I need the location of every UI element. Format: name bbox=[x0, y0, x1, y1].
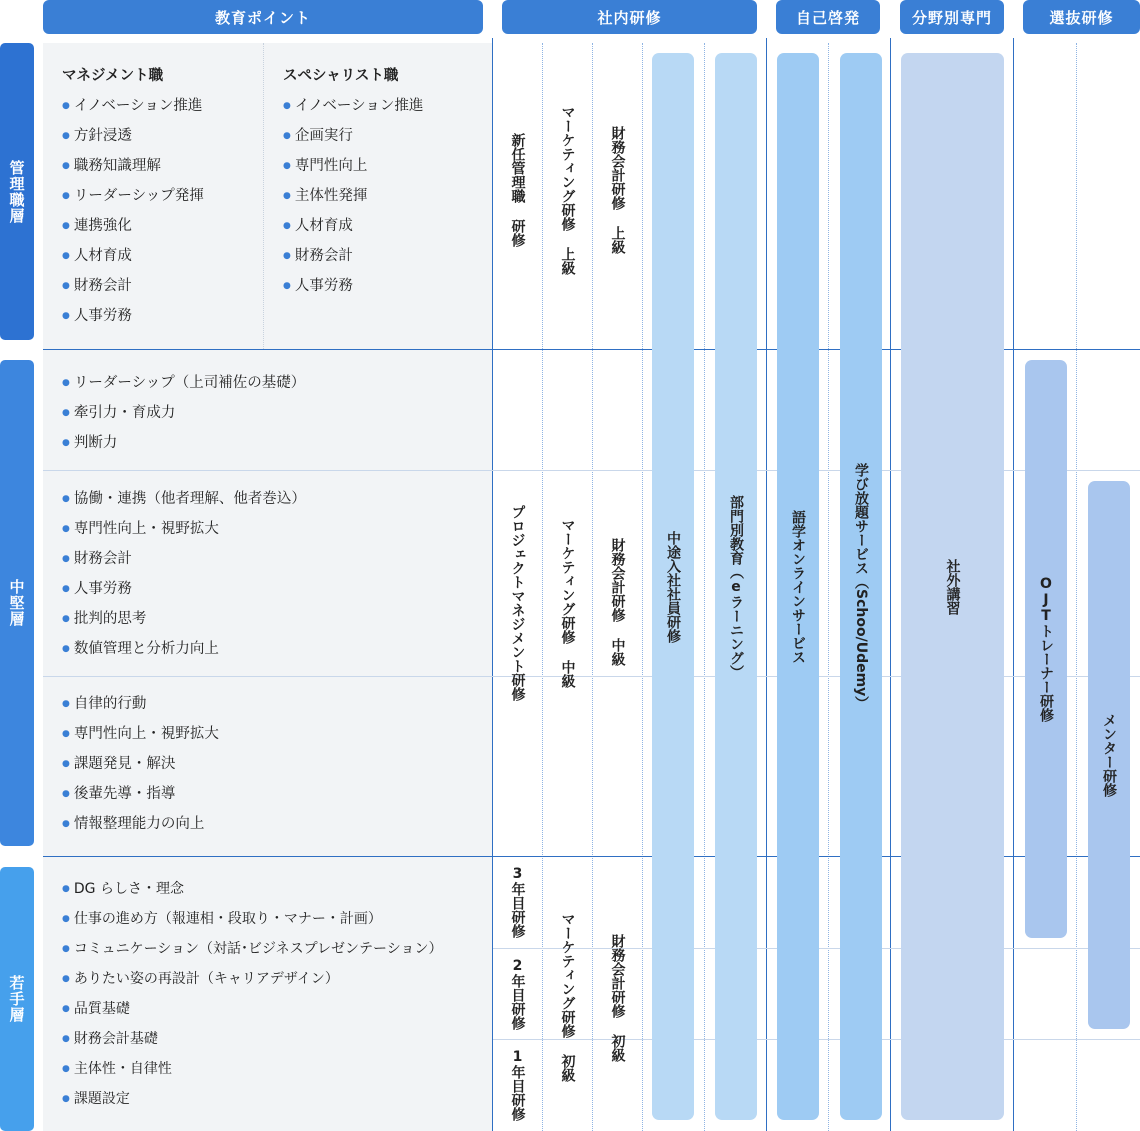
grid-dotted bbox=[263, 43, 264, 349]
level-young-tab bbox=[0, 867, 34, 1131]
program-new-manager: 新任管理職 研修 bbox=[509, 133, 526, 247]
program-bar-mentor: メンター研修 bbox=[1088, 481, 1130, 1029]
list-item: ● 後輩先導・指導 bbox=[62, 779, 219, 809]
program-bar-midcareer: 中途入社社員研修 bbox=[652, 53, 694, 1120]
list-item: ● 人材育成 bbox=[283, 211, 423, 241]
program-bar-learning-service: 学び放題サービス（Schoo/Udemy） bbox=[840, 53, 882, 1120]
list-item: ● 人材育成 bbox=[62, 241, 204, 271]
list-item: ● 方針浸透 bbox=[62, 121, 204, 151]
list-item: ● リーダーシップ発揮 bbox=[62, 181, 204, 211]
list-item: ● 財務会計 bbox=[283, 241, 423, 271]
program-year2: 2年目研修 bbox=[509, 958, 526, 1030]
level-management-label: 管理職層 bbox=[7, 159, 26, 224]
manager-title: マネジメント職 bbox=[62, 68, 164, 84]
list-item: ● 専門性向上・視野拡大 bbox=[62, 514, 306, 544]
program-finance-middle: 財務会計研修 中級 bbox=[609, 538, 626, 666]
list-item: ● 協働・連携（他者理解、他者巻込） bbox=[62, 484, 306, 514]
program-year1: 1年目研修 bbox=[509, 1049, 526, 1121]
grid-dotted bbox=[704, 43, 705, 1131]
level-young-label: 若手層 bbox=[7, 975, 26, 1023]
grid-dotted bbox=[828, 43, 829, 1131]
program-bar-elearning: 部門別教育（eラーニング） bbox=[715, 53, 757, 1120]
list-item: ● 課題設定 bbox=[62, 1084, 442, 1114]
list-item: ● 牽引力・育成力 bbox=[62, 398, 305, 428]
grid-line bbox=[1013, 38, 1014, 1131]
header-edu-points: 教育ポイント bbox=[43, 0, 483, 34]
young-points-list bbox=[62, 874, 442, 1114]
level-management-tab bbox=[0, 43, 34, 340]
list-item: ● ありたい姿の再設計（キャリアデザイン） bbox=[62, 964, 442, 994]
list-item: ● 情報整理能力の向上 bbox=[62, 809, 219, 839]
list-item: ● 品質基礎 bbox=[62, 994, 442, 1024]
list-item: ● イノベーション推進 bbox=[283, 91, 423, 121]
grid-line bbox=[766, 38, 767, 1131]
list-item: ● 専門性向上・視野拡大 bbox=[62, 719, 219, 749]
list-item: ● 財務会計 bbox=[62, 544, 306, 574]
list-item: ● 専門性向上 bbox=[283, 151, 423, 181]
program-marketing-middle: マーケティング研修 中級 bbox=[559, 518, 576, 688]
program-marketing-basic: マーケティング研修 初級 bbox=[559, 912, 576, 1082]
level-middle-label: 中堅層 bbox=[7, 579, 26, 627]
list-item: ● 財務会計 bbox=[62, 271, 204, 301]
list-item: ● リーダーシップ（上司補佐の基礎） bbox=[62, 368, 305, 398]
specialist-points-list bbox=[283, 61, 423, 301]
list-item: ● DG らしさ・理念 bbox=[62, 874, 442, 904]
list-item: ● 主体性発揮 bbox=[283, 181, 423, 211]
header-selective-training: 選抜研修 bbox=[1023, 0, 1140, 34]
list-item: ● 判断力 bbox=[62, 428, 305, 458]
list-item: ● イノベーション推進 bbox=[62, 91, 204, 121]
program-bar-external: 社外講習 bbox=[901, 53, 1004, 1120]
list-item: ● 課題発見・解決 bbox=[62, 749, 219, 779]
grid-dotted bbox=[642, 43, 643, 1131]
program-marketing-advanced: マーケティング研修 上級 bbox=[559, 105, 576, 275]
middle-points-group1 bbox=[62, 368, 305, 458]
header-internal-training: 社内研修 bbox=[502, 0, 757, 34]
program-project-management: プロジェクトマネジメント研修 bbox=[509, 505, 526, 701]
list-item: ● 連携強化 bbox=[62, 211, 204, 241]
header-field-specialty: 分野別専門 bbox=[900, 0, 1004, 34]
program-finance-advanced: 財務会計研修 上級 bbox=[609, 126, 626, 254]
list-item: ● 人事労務 bbox=[62, 301, 204, 331]
list-item: ● 企画実行 bbox=[283, 121, 423, 151]
list-item: ● 主体性・自律性 bbox=[62, 1054, 442, 1084]
list-item: ● コミュニケーション（対話･ビジネスプレゼンテーション） bbox=[62, 934, 442, 964]
program-finance-basic: 財務会計研修 初級 bbox=[609, 934, 626, 1062]
program-year3: 3年目研修 bbox=[509, 866, 526, 938]
specialist-title: スペシャリスト職 bbox=[283, 68, 399, 84]
program-bar-language: 語学オンラインサービス bbox=[777, 53, 819, 1120]
list-item: ● 人事労務 bbox=[62, 574, 306, 604]
manager-points-list bbox=[62, 61, 204, 331]
list-item: ● 財務会計基礎 bbox=[62, 1024, 442, 1054]
list-item: ● 仕事の進め方（報連相・段取り・マナー・計画） bbox=[62, 904, 442, 934]
grid-line bbox=[890, 38, 891, 1131]
header-self-development: 自己啓発 bbox=[776, 0, 880, 34]
grid-dotted bbox=[1076, 43, 1077, 1131]
list-item: ● 自律的行動 bbox=[62, 689, 219, 719]
list-item: ● 人事労務 bbox=[283, 271, 423, 301]
middle-points-group2 bbox=[62, 484, 306, 664]
list-item: ● 数値管理と分析力向上 bbox=[62, 634, 306, 664]
middle-points-group3 bbox=[62, 689, 219, 839]
program-bar-ojt: OJTトレーナー研修 bbox=[1025, 360, 1067, 938]
list-item: ● 批判的思考 bbox=[62, 604, 306, 634]
list-item: ● 職務知識理解 bbox=[62, 151, 204, 181]
level-middle-tab bbox=[0, 360, 34, 846]
